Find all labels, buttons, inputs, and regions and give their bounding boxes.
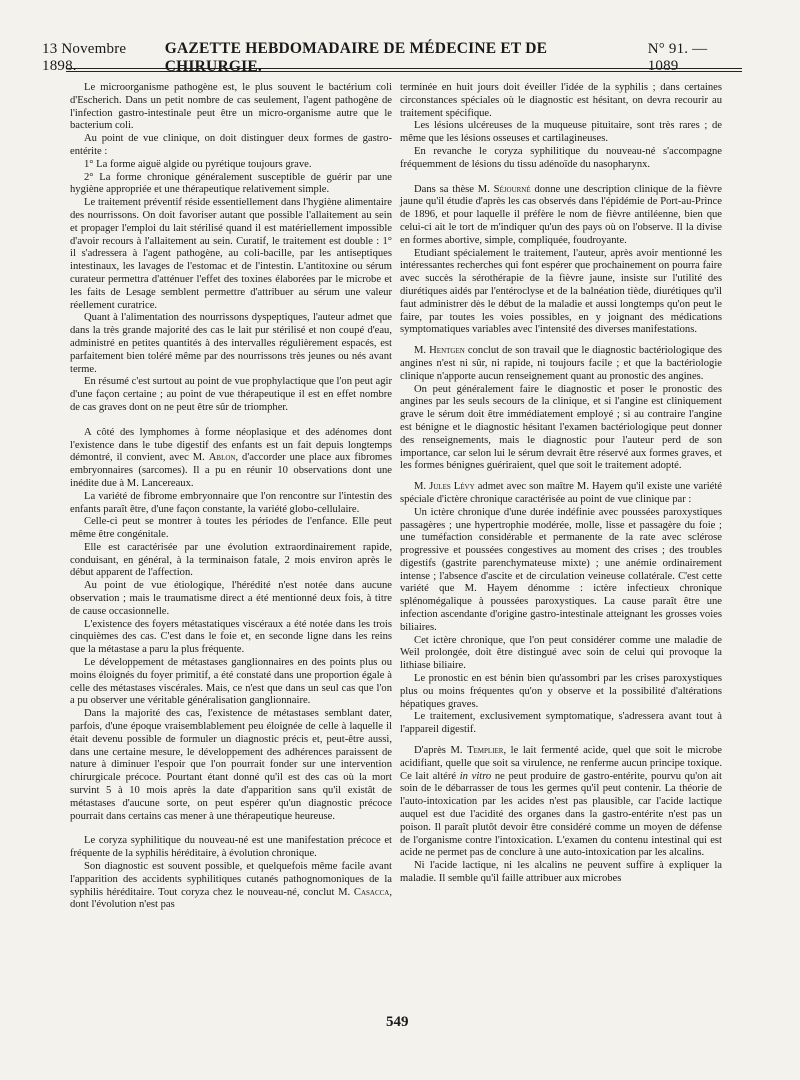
paragraph: Cet ictère chronique, que l'on peut considérer comme une maladie de Weil prolongée, doit être distingué avec soin de celui qui provoque la lithiase biliaire. xyxy=(400,634,722,672)
author-name: Ablon xyxy=(208,452,236,464)
issue-date: 13 Novembre 1898. xyxy=(42,41,127,74)
paragraph: Le coryza syphilitique du nouveau-né est une manifestation précoce et fréquente de la syphilis héréditaire, à évolution chronique. xyxy=(70,835,392,860)
paragraph: Etudiant spécialement le traitement, l'auteur, après avoir mentionné les intéressantes recherches qui font espérer que prochainement on pourra faire avec succès la sérothérapie de la fièvre jaune, insiste sur l'utilité des diurétiques aidés par l'entéroclyse et de la balnéation tiède, diurétiques qu'il faut administrer dès le début de la maladie et aussi longtemps qu'on peut le faire, par toutes les voies possibles, en y joignant des médications symptomatiques variables avec l'intensité des diverses manifestations. xyxy=(400,247,722,336)
paragraph: terminée en huit jours doit éveiller l'idée de la syphilis ; dans certaines circonstances spéciales où le diagnostic est hésitant, on devra recourir au traitement spécifique. xyxy=(400,82,722,119)
author-name: Casacca xyxy=(353,886,390,898)
paragraph: Dans sa thèse M. Séjourné donne une description clinique de la fièvre jaune qu'il étudie d'après les cas observés dans l'épidémie de Port-au-Prince de 1896, et pour laquelle il préfère le nom de fièvre antiléenne, bien que celui-ci ait le tort de m'indiquer qu'un des pays où on l'observe. Il la divise en formes abortive, simple, compliquée, foudroyante. xyxy=(400,183,722,246)
paragraph: Celle-ci peut se montrer à toutes les périodes de l'enfance. Elle peut même être congénitale. xyxy=(70,516,392,541)
author-name: Séjourné xyxy=(493,183,531,195)
paragraph: M. Hentgen conclut de son travail que le diagnostic bactériologique des angines n'est ni sûr, ni rapide, ni toujours facile ; et que la bactériologie clinique n'apporte aucun renseignement quant au pronostic des angines. xyxy=(400,345,722,382)
paragraph: Le microorganisme pathogène est, le plus souvent le bactérium coli d'Escherich. Dans un petit nombre de cas seulement, l'agent pathogène de l'infection gastro-intestinale peut être un micro-organisme autre que le bacterium coli. xyxy=(70,82,392,132)
paragraph: Le traitement préventif réside essentiellement dans l'hygiène alimentaire des nourrissons. On doit favoriser autant que possible l'allaitement au sein et propager l'emploi du lait stérilisé quand il est matériellement impossible d'avoir recours à l'allaitement au sein. Curatif, le traitement est double : 1° il s'adressera à l'agent pathogène, au coli-bacille, par les antiseptiques intestinaux, les lavages de l'estomac et de l'intestin. L'antitoxine ou sérum curateur permettra d'atténuer l'effet des toxines élaborées par le microbe et les faits de Lesage semblent permettre d'attribuer au sérum une valeur réellement curatrice. xyxy=(70,197,392,311)
paragraph: Ni l'acide lactique, ni les alcalins ne peuvent suffire à expliquer la maladie. Il semble qu'il faille attribuer aux microbes xyxy=(400,860,722,885)
paragraph: La variété de fibrome embryonnaire que l'on rencontre sur l'intestin des enfants paraît être, d'une façon constante, la variété globo-cellulaire. xyxy=(70,490,392,515)
paragraph: Les lésions ulcéreuses de la muqueuse pituitaire, sont très rares ; de même que les lésions osseuses et cartilagineuses. xyxy=(400,120,722,145)
paragraph: Le traitement, exclusivement symptomatique, s'adressera avant tout à l'appareil digestif. xyxy=(400,711,722,736)
list-item: 2° La forme chronique généralement susceptible de guérir par une hygiène appropriée et une thérapeutique relativement simple. xyxy=(70,171,392,196)
paragraph: A côté des lymphomes à forme néoplasique et des adénomes dont l'existence dans le tube digestif des enfants est un fait depuis longtemps démontré, il convient, avec M. Ablon, d'accorder une place aux fibromes embryonnaires (sarcomes). Il a pu en réunir 10 observations dont une inédite due à M. Lancereaux. xyxy=(70,426,392,489)
paragraph: M. Jules Lévy admet avec son maître M. Hayem qu'il existe une variété spéciale d'ictère chronique caractérisée au point de vue clinique par : xyxy=(400,481,723,505)
right-column xyxy=(400,82,722,886)
list-item: 1° La forme aiguë algide ou pyrétique toujours grave. xyxy=(84,158,312,170)
header-rule xyxy=(66,68,742,72)
running-header xyxy=(42,40,742,75)
paragraph: En revanche le coryza syphilitique du nouveau-né s'accompagne fréquemment de lésions du tissu adénoïde du nasopharynx. xyxy=(400,145,722,170)
paragraph: Son diagnostic est souvent possible, et quelquefois même facile avant l'apparition des accidents syphilitiques cutanés pathognomoniques de la syphilis héréditaire. Tout coryza chez le nouveau-né, conclut M. Casacca, dont l'évolution n'est pas xyxy=(70,861,392,911)
author-name: Templier xyxy=(467,745,504,757)
paragraph: Au point de vue étiologique, l'hérédité n'est notée dans aucune observation ; mais le traumatisme direct a été mentionné deux fois, à titre de cause occasionnelle. xyxy=(70,580,392,617)
paragraph: Au point de vue clinique, on doit distinguer deux formes de gastro-entérite : xyxy=(70,133,392,157)
paragraph: D'après M. Templier, le lait fermenté acide, quel que soit le microbe acidifiant, quelle que soit sa virulence, ne renferme aucun principe toxique. Ce lait altéré in vitro ne peut produire de gastro-entérite, pourvu qu'on ait soin de le débarrasser de tous les germes qu'il peut contenir. La théorie de l'auto-intoxication par les acides n'est pas plausible, car l'acide lactique auquel est due l'acidité des organes dans la gastro-entérite n'est pas un poison. Il paraît plutôt devoir être considéré comme un moyen de défense de l'organisme contre l'intoxication. L'examen du contenu intestinal qui est acide ne permet pas de conclure à une auto-intoxication par les alcalins. xyxy=(400,745,722,859)
paragraph: Le développement de métastases ganglionnaires en des points plus ou moins éloignés du foyer primitif, a été constaté dans une proportion égale à celle des métastases viscérales. Mais, ce n'est que dans un seul cas que l'on a pu observer une véritable généralisation ganglionnaire. xyxy=(70,657,392,707)
paragraph: Le pronostic en est bénin bien qu'assombri par les crises paroxystiques plus ou moins fréquentes qu'on y observe et la possibilité d'altérations hépatiques graves. xyxy=(400,673,722,710)
page-number: 549 xyxy=(386,1014,409,1030)
author-name: Jules Lévy xyxy=(429,481,475,493)
paragraph: L'existence des foyers métastatiques viscéraux a été notée dans les trois cinquièmes des cas. C'est dans le foie et, en seconde ligne dans les reins que la métastase a paru la plus fréquente. xyxy=(70,618,392,656)
paragraph: Dans la majorité des cas, l'existence de métastases semblant dater, parfois, d'une époque vraisemblablement peu éloignée de celle à laquelle il était devenu possible de formuler un diagnostic précis et, peut-être aussi, dans une certaine mesure, le développement des adhérences paraissent de nature à diminuer l'espoir que l'on pourrait fonder sur une intervention chirurgicale précoce. Pourtant étant donné qu'il est des cas où la mort survint 5 à 10 mois après la date d'apparition sans qu'il existât de métastases d'aucune sorte, on peut espérer qu'un diagnostic précoce pourrait dans certains cas mener à une thérapeutique heureuse. xyxy=(70,708,392,822)
paragraph: En résumé c'est surtout au point de vue prophylactique que l'on peut agir d'une façon certaine ; au point de vue thérapeutique il est en effet nombre de cas graves dont on ne peut être sûr de triompher. xyxy=(70,376,393,413)
paragraph: Un ictère chronique d'une durée indéfinie avec poussées paroxystiques passagères ; une hypertrophie modérée, molle, lisse et passagère du foie ; une tuméfaction considérable et permanente de la rate avec sclérose progressive et poussées congestives au moment des crises ; des troubles digestifs (gastrite parenchymateuse mixte) ; une anémie ordinairement intense ; l'absence d'ascite et de circulation veineuse collatérale. C'est cette variété que M. Hayem dénomme : ictère infectieux chronique splénomégalique à poussées paroxystiques. La cause paraît être une infection ascendante d'origine gastro-intestinale atteignant les grosses voies biliaires. xyxy=(400,506,722,633)
paragraph: Quant à l'alimentation des nourrissons dyspeptiques, l'auteur admet que dans la très grande majorité des cas le lait pur stérilisé et non coupé d'eau, administré en petites quantités à des intervalles régulièrement espacés, est parfaitement bien toléré même par des nourrissons très jeunes ou nés avant terme. xyxy=(70,312,392,375)
paragraph: Elle est caractérisée par une évolution extraordinairement rapide, conduisant, en général, à la terminaison fatale, 2 mois environ après le début apparent de l'affection. xyxy=(70,541,392,579)
journal-title: GAZETTE HEBDOMADAIRE DE MÉDECINE ET DE CHIRURGIE. xyxy=(164,40,548,75)
left-column xyxy=(70,82,392,912)
paragraph: On peut généralement faire le diagnostic et poser le pronostic des angines par les seuls secours de la clinique, et si l'angine est cliniquement grave le sérum doit être immédiatement employé ; si au contraire l'angine est bénigne et le diagnostic hésitant l'examen bactériologique peut donner des renseignements, mais le diagnostic pour l'auteur perd de son importance, car selon lui le sérum devrait être réservé aux formes graves, et les formes bénignes guériraient, quel que soit le traitement adopté. xyxy=(400,383,722,472)
issue-number-page: N° 91. — 1089 xyxy=(647,41,708,74)
author-name: Hentgen xyxy=(429,345,465,357)
